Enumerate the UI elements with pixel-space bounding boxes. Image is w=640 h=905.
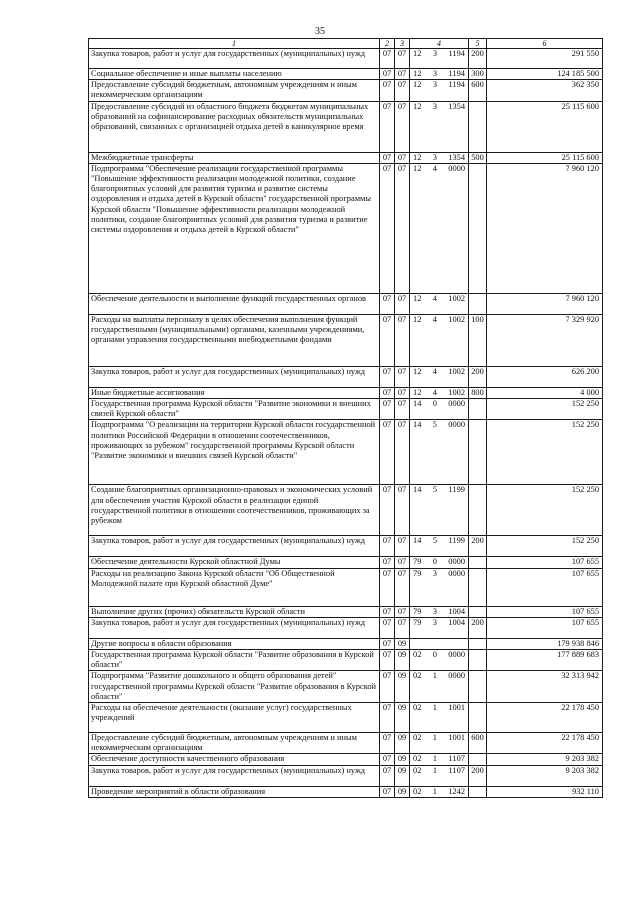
csr-direction: 1199	[448, 536, 465, 546]
section-code: 07	[380, 366, 395, 387]
csr-direction: 1199	[448, 485, 465, 495]
amount: 177 889 683	[487, 650, 603, 671]
section-code: 07	[380, 733, 395, 754]
target-article-code	[410, 366, 469, 387]
expense-type-code	[469, 568, 487, 606]
csr-direction: 0000	[448, 568, 465, 578]
csr-program: 02	[413, 754, 422, 764]
table-row	[89, 399, 603, 420]
section-code: 07	[380, 163, 395, 293]
section-code: 07	[380, 568, 395, 606]
csr-subprogram: 0	[432, 650, 437, 660]
target-article-code	[410, 606, 469, 617]
table-row	[89, 606, 603, 617]
amount: 179 938 846	[487, 638, 603, 649]
section-code: 07	[380, 606, 395, 617]
target-article-code	[410, 399, 469, 420]
csr-direction: 1107	[448, 754, 465, 764]
section-code: 07	[380, 420, 395, 485]
csr-program: 12	[413, 293, 422, 303]
section-code: 07	[380, 49, 395, 69]
item-name: Выполнение других (прочих) обязательств Курской области	[89, 606, 380, 617]
amount: 124 185 500	[487, 69, 603, 80]
csr-direction: 1001	[448, 703, 465, 713]
csr-subprogram: 4	[432, 163, 437, 173]
subsection-code: 07	[395, 80, 410, 101]
section-code: 07	[380, 80, 395, 101]
csr-program: 79	[413, 606, 422, 616]
csr-program: 12	[413, 80, 422, 90]
target-article-code	[410, 69, 469, 80]
target-article-code	[410, 786, 469, 797]
csr-subprogram: 5	[432, 420, 437, 430]
csr-subprogram: 1	[432, 754, 438, 764]
section-code: 07	[380, 293, 395, 314]
target-article-parts	[410, 671, 468, 681]
item-name: Подпрограмма "Обеспечение реализации государственной программы "Повышение эффективности реализации молодежной политики, создание благоприятных условий для развития туризма и развитие системы оздоровления и отдыха детей в Курской области" государственной программы Курской области "Повышение эффективности реализации молодежной политики, создание благоприятных условий для развития туризма и развитие системы оздоровления и отдыха детей в Курской области"	[89, 163, 380, 293]
table-row	[89, 420, 603, 485]
table-row	[89, 617, 603, 638]
table-row	[89, 69, 603, 80]
table-row	[89, 557, 603, 568]
page-number: 35	[315, 26, 325, 37]
subsection-code: 09	[395, 638, 410, 649]
item-name: Обеспечение доступности качественного образования	[89, 754, 380, 765]
subsection-code: 07	[395, 536, 410, 557]
csr-direction: 0000	[448, 420, 465, 430]
csr-direction: 0000	[448, 163, 465, 173]
table-row	[89, 163, 603, 293]
csr-program: 02	[413, 733, 422, 743]
target-article-code	[410, 557, 469, 568]
csr-subprogram: 3	[432, 49, 438, 58]
subsection-code: 09	[395, 703, 410, 733]
amount: 7 329 920	[487, 314, 603, 366]
csr-program: 02	[413, 765, 422, 775]
target-article-code	[410, 80, 469, 101]
target-article-parts	[410, 399, 468, 409]
csr-direction: 1002	[448, 366, 465, 376]
section-code: 07	[380, 399, 395, 420]
csr-program: 79	[413, 617, 422, 627]
csr-program: 12	[413, 101, 422, 111]
table-row	[89, 80, 603, 101]
target-article-code	[410, 765, 469, 786]
subsection-code: 07	[395, 420, 410, 485]
table-row	[89, 314, 603, 366]
amount: 152 250	[487, 485, 603, 536]
section-code: 07	[380, 69, 395, 80]
csr-program: 12	[413, 366, 422, 376]
csr-program: 12	[413, 387, 422, 397]
subsection-code: 07	[395, 163, 410, 293]
csr-direction: 1354	[448, 101, 465, 111]
target-article-parts	[410, 536, 468, 546]
subsection-code: 07	[395, 366, 410, 387]
csr-subprogram: 1	[432, 733, 437, 743]
csr-subprogram: 4	[432, 314, 437, 324]
amount: 9 203 382	[487, 765, 603, 786]
amount: 152 250	[487, 420, 603, 485]
csr-subprogram: 3	[432, 80, 438, 90]
subsection-code: 07	[395, 617, 410, 638]
csr-subprogram: 4	[432, 293, 437, 303]
subsection-code: 07	[395, 485, 410, 536]
subsection-code: 07	[395, 69, 410, 80]
table-row	[89, 671, 603, 703]
section-code: 07	[380, 754, 395, 765]
item-name: Расходы на выплаты персоналу в целях обеспечения выполнения функций государственными (муниципальными) органами, казенными учреждениями, органами управления государственными внебюджетными фондами	[89, 314, 380, 366]
expense-type-code: 300	[469, 69, 487, 80]
column-header-1: 1	[89, 39, 380, 49]
csr-subprogram: 1	[432, 786, 437, 796]
section-code: 07	[380, 671, 395, 703]
table-row	[89, 366, 603, 387]
table-row	[89, 293, 603, 314]
item-name: Иные бюджетные ассигнования	[89, 387, 380, 398]
csr-direction: 0000	[448, 399, 465, 409]
csr-direction: 1002	[448, 387, 465, 397]
expense-type-code	[469, 101, 487, 152]
csr-subprogram: 4	[432, 387, 437, 397]
section-code: 07	[380, 703, 395, 733]
table-row	[89, 101, 603, 152]
section-code: 07	[380, 786, 395, 797]
section-code: 07	[380, 101, 395, 152]
amount: 107 655	[487, 568, 603, 606]
expense-type-code	[469, 420, 487, 485]
item-name: Закупка товаров, работ и услуг для государственных (муниципальных) нужд	[89, 49, 380, 69]
target-article-code	[410, 733, 469, 754]
item-name: Создание благоприятных организационно-правовых и экономических условий для обеспечения участия Курской области в реализации единой государственной политики в отношении соотечественников, проживающих за рубежом	[89, 485, 380, 536]
expense-type-code	[469, 163, 487, 293]
target-article-parts	[410, 618, 468, 628]
section-code: 07	[380, 536, 395, 557]
expense-type-code	[469, 557, 487, 568]
expense-type-code	[469, 703, 487, 733]
target-article-parts	[410, 766, 468, 776]
expense-type-code	[469, 638, 487, 649]
csr-direction: 1001	[448, 733, 465, 743]
subsection-code: 07	[395, 606, 410, 617]
subsection-code: 09	[395, 671, 410, 703]
item-name: Обеспечение деятельности Курской областной Думы	[89, 557, 380, 568]
csr-subprogram: 5	[432, 485, 438, 495]
item-name: Закупка товаров, работ и услуг для государственных (муниципальных) нужд	[89, 536, 380, 557]
expense-type-code	[469, 650, 487, 671]
csr-subprogram: 5	[432, 536, 438, 546]
item-name: Предоставление субсидий из областного бюджета бюджетам муниципальных образований на софинансирование расходных обязательств муниципальных образований, связанных с организацией отдыха детей в каникулярное время	[89, 101, 380, 152]
csr-subprogram: 0	[432, 557, 437, 567]
target-article-code	[410, 671, 469, 703]
expense-type-code: 100	[469, 314, 487, 366]
csr-direction: 0000	[448, 671, 465, 681]
amount: 362 350	[487, 80, 603, 101]
target-article-parts	[410, 569, 468, 579]
item-name: Предоставление субсидий бюджетным, автономным учреждениям и иным некоммерческим организациям	[89, 80, 380, 101]
expense-type-code: 800	[469, 387, 487, 398]
amount: 25 115 600	[487, 152, 603, 163]
target-article-code	[410, 485, 469, 536]
csr-direction: 1354	[448, 152, 465, 162]
target-article-code	[410, 152, 469, 163]
table-row	[89, 49, 603, 69]
csr-direction: 1242	[448, 786, 465, 796]
target-article-code	[410, 293, 469, 314]
amount: 25 115 600	[487, 101, 603, 152]
table-row	[89, 733, 603, 754]
item-name: Социальное обеспечение и иные выплаты населению	[89, 69, 380, 80]
csr-program: 14	[413, 485, 422, 495]
target-article-code	[410, 101, 469, 152]
target-article-code	[410, 314, 469, 366]
csr-direction: 1194	[448, 80, 465, 90]
item-name: Расходы на обеспечение деятельности (оказание услуг) государственных учреждений	[89, 703, 380, 733]
target-article-parts	[410, 607, 468, 617]
section-code: 07	[380, 638, 395, 649]
section-code: 07	[380, 485, 395, 536]
expense-type-code: 200	[469, 617, 487, 638]
amount: 107 655	[487, 606, 603, 617]
subsection-code: 09	[395, 786, 410, 797]
expense-type-code: 600	[469, 80, 487, 101]
csr-subprogram: 0	[432, 399, 437, 409]
table-row	[89, 152, 603, 163]
table-row	[89, 650, 603, 671]
expense-type-code: 500	[469, 152, 487, 163]
target-article-parts	[410, 153, 468, 163]
amount: 626 200	[487, 366, 603, 387]
column-header-5: 5	[469, 39, 487, 49]
section-code: 07	[380, 152, 395, 163]
csr-subprogram: 3	[432, 606, 437, 616]
column-header-4: 4	[410, 39, 469, 49]
subsection-code: 07	[395, 568, 410, 606]
section-code: 07	[380, 765, 395, 786]
csr-direction: 1004	[448, 606, 465, 616]
amount: 22 178 450	[487, 733, 603, 754]
expense-type-code	[469, 485, 487, 536]
item-name: Закупка товаров, работ и услуг для государственных (муниципальных) нужд	[89, 765, 380, 786]
csr-subprogram: 3	[432, 69, 438, 78]
csr-program: 14	[413, 420, 422, 430]
item-name: Подпрограмма "Развитие дошкольного и общего образования детей" государственной программы Курской области "Развитие образования в Курской области"	[89, 671, 380, 703]
amount: 22 178 450	[487, 703, 603, 733]
csr-subprogram: 3	[432, 152, 437, 162]
item-name: Предоставление субсидий бюджетным, автономным учреждениям и иным некоммерческим организациям	[89, 733, 380, 754]
expense-type-code	[469, 671, 487, 703]
item-name: Государственная программа Курской области "Развитие образования в Курской области"	[89, 650, 380, 671]
expense-type-code	[469, 293, 487, 314]
csr-direction: 1002	[448, 314, 465, 324]
csr-program: 14	[413, 399, 422, 409]
column-header-2: 2	[380, 39, 395, 49]
table-row	[89, 485, 603, 536]
target-article-code	[410, 703, 469, 733]
subsection-code: 07	[395, 387, 410, 398]
csr-program: 14	[413, 536, 422, 546]
csr-program: 79	[413, 557, 422, 567]
expense-type-code	[469, 606, 487, 617]
csr-subprogram: 1	[432, 765, 438, 775]
item-name: Расходы на реализацию Закона Курской области "Об Общественной Молодежной палате при Курской областной Думе"	[89, 568, 380, 606]
expense-type-code	[469, 786, 487, 797]
table-row	[89, 754, 603, 765]
target-article-code	[410, 638, 469, 649]
target-article-code	[410, 49, 469, 69]
amount: 32 313 942	[487, 671, 603, 703]
amount: 4 000	[487, 387, 603, 398]
section-code: 07	[380, 387, 395, 398]
target-article-code	[410, 420, 469, 485]
target-article-parts	[410, 420, 468, 430]
subsection-code: 07	[395, 152, 410, 163]
subsection-code: 09	[395, 650, 410, 671]
target-article-parts	[410, 703, 468, 713]
item-name: Государственная программа Курской области "Развитие экономики и внешних связей Курской области"	[89, 399, 380, 420]
amount: 107 655	[487, 617, 603, 638]
column-header-6: 6	[487, 39, 603, 49]
table-row	[89, 786, 603, 797]
table-row	[89, 638, 603, 649]
target-article-code	[410, 617, 469, 638]
amount: 152 250	[487, 536, 603, 557]
target-article-code	[410, 568, 469, 606]
csr-program: 12	[413, 163, 422, 173]
csr-program: 02	[413, 650, 422, 660]
target-article-parts	[410, 49, 468, 59]
target-article-code	[410, 754, 469, 765]
target-article-code	[410, 536, 469, 557]
target-article-parts	[410, 650, 468, 660]
item-name: Подпрограмма "О реализации на территории Курской области государственной политики Российской Федерации в отношении соотечественников, проживающих за рубежом" государственной программы Курской области "Развитие экономики и внешних связей Курской области"	[89, 420, 380, 485]
table-row	[89, 703, 603, 733]
csr-program: 12	[413, 314, 422, 324]
expense-type-code	[469, 399, 487, 420]
csr-subprogram: 3	[432, 617, 437, 627]
csr-direction: 1107	[448, 765, 465, 775]
expense-type-code: 200	[469, 366, 487, 387]
item-name: Проведение мероприятий в области образования	[89, 786, 380, 797]
section-code: 07	[380, 650, 395, 671]
target-article-parts	[410, 315, 468, 325]
expense-type-code: 200	[469, 536, 487, 557]
subsection-code: 07	[395, 293, 410, 314]
column-header-3: 3	[395, 39, 410, 49]
csr-subprogram: 1	[432, 671, 437, 681]
subsection-code: 07	[395, 49, 410, 69]
item-name: Другие вопросы в области образования	[89, 638, 380, 649]
target-article-parts	[410, 557, 468, 567]
target-article-code	[410, 163, 469, 293]
amount: 152 250	[487, 399, 603, 420]
csr-direction: 1194	[448, 69, 465, 78]
amount: 7 960 120	[487, 163, 603, 293]
target-article-code	[410, 650, 469, 671]
expense-type-code: 200	[469, 765, 487, 786]
amount: 9 203 382	[487, 754, 603, 765]
section-code: 07	[380, 314, 395, 366]
target-article-parts	[410, 787, 468, 797]
csr-program: 02	[413, 671, 422, 681]
target-article-parts	[410, 754, 468, 764]
table-row	[89, 568, 603, 606]
table-row	[89, 387, 603, 398]
column-number-header	[89, 39, 603, 49]
subsection-code: 09	[395, 754, 410, 765]
csr-subprogram: 1	[432, 703, 437, 713]
amount: 932 110	[487, 786, 603, 797]
subsection-code: 07	[395, 557, 410, 568]
csr-program: 02	[413, 786, 422, 796]
target-article-parts	[410, 80, 468, 90]
csr-program: 79	[413, 568, 422, 578]
subsection-code: 07	[395, 101, 410, 152]
csr-program: 02	[413, 703, 422, 713]
csr-subprogram: 4	[432, 366, 437, 376]
section-code: 07	[380, 617, 395, 638]
target-article-parts	[410, 388, 468, 398]
budget-table	[88, 38, 603, 798]
csr-direction: 1194	[448, 49, 465, 58]
table-row	[89, 536, 603, 557]
item-name: Межбюджетные трансферты	[89, 152, 380, 163]
csr-direction: 1002	[448, 293, 465, 303]
csr-direction: 1004	[448, 617, 465, 627]
section-code: 07	[380, 557, 395, 568]
csr-program: 12	[413, 69, 422, 78]
target-article-parts	[410, 485, 468, 495]
table-row	[89, 765, 603, 786]
csr-direction: 0000	[448, 650, 465, 660]
target-article-parts	[410, 69, 468, 79]
csr-program: 12	[413, 49, 422, 58]
csr-direction: 0000	[448, 557, 465, 567]
target-article-parts	[410, 102, 468, 112]
item-name: Закупка товаров, работ и услуг для государственных (муниципальных) нужд	[89, 366, 380, 387]
item-name: Закупка товаров, работ и услуг для государственных (муниципальных) нужд	[89, 617, 380, 638]
csr-subprogram: 3	[432, 101, 437, 111]
target-article-parts	[410, 733, 468, 743]
expense-type-code	[469, 754, 487, 765]
csr-subprogram: 3	[432, 568, 437, 578]
target-article-parts	[410, 367, 468, 377]
subsection-code: 09	[395, 765, 410, 786]
subsection-code: 07	[395, 314, 410, 366]
item-name: Обеспечение деятельности и выполнение функций государственных органов	[89, 293, 380, 314]
target-article-parts	[410, 164, 468, 174]
target-article-parts	[410, 294, 468, 304]
amount: 7 960 120	[487, 293, 603, 314]
amount: 107 655	[487, 557, 603, 568]
expense-type-code: 200	[469, 49, 487, 69]
subsection-code: 09	[395, 733, 410, 754]
csr-program: 12	[413, 152, 422, 162]
expense-type-code: 600	[469, 733, 487, 754]
subsection-code: 07	[395, 399, 410, 420]
amount: 291 550	[487, 49, 603, 69]
target-article-code	[410, 387, 469, 398]
